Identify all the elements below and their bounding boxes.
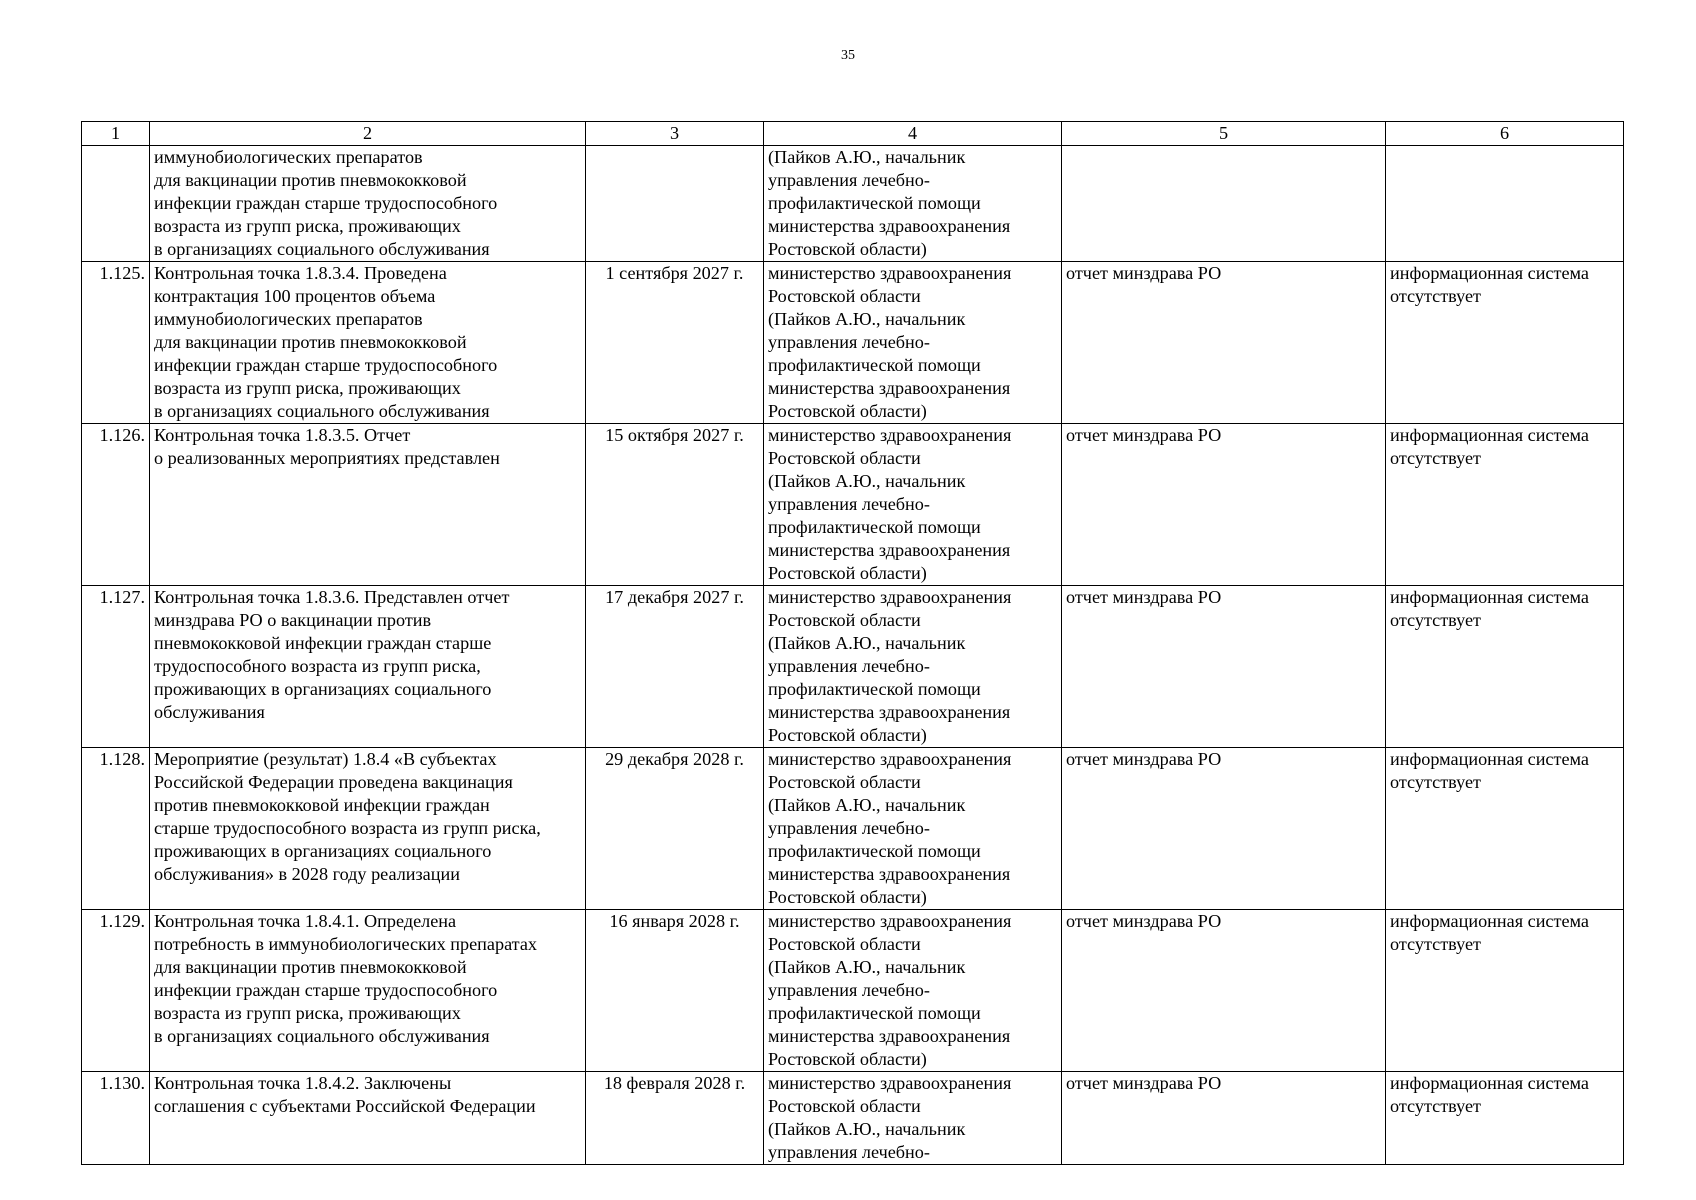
row-number: 1.126. [82, 424, 150, 586]
header-row [82, 122, 1624, 146]
header-col-4: 4 [764, 122, 1062, 146]
item-name: Контрольная точка 1.8.4.1. Определена потребность в иммунобиологических препаратах для вакцинации против пневмококковой инфекции граждан старше трудоспособного возраста из групп риска, проживающих в организациях социального обслуживания [150, 910, 586, 1072]
table-row [82, 146, 1624, 262]
document-type: отчет минздрава РО [1062, 1072, 1386, 1165]
table-row [82, 748, 1624, 910]
item-name: Контрольная точка 1.8.3.6. Представлен отчет минздрава РО о вакцинации против пневмококковой инфекции граждан старше трудоспособного возраста из групп риска, проживающих в организациях социального обслуживания [150, 586, 586, 748]
row-number: 1.127. [82, 586, 150, 748]
due-date: 16 января 2028 г. [586, 910, 764, 1072]
info-system: информационная система отсутствует [1386, 586, 1624, 748]
document-type [1062, 146, 1386, 262]
item-name: Контрольная точка 1.8.3.4. Проведена контрактация 100 процентов объема иммунобиологических препаратов для вакцинации против пневмококковой инфекции граждан старше трудоспособного возраста из групп риска, проживающих в организациях социального обслуживания [150, 262, 586, 424]
header-col-6: 6 [1386, 122, 1624, 146]
responsible: министерство здравоохранения Ростовской области (Пайков А.Ю., начальник управления лечебно- профилактической помощи министерства здравоохранения Ростовской области) [764, 262, 1062, 424]
table-row [82, 910, 1624, 1072]
item-name: Контрольная точка 1.8.3.5. Отчет о реализованных мероприятиях представлен [150, 424, 586, 586]
info-system [1386, 146, 1624, 262]
item-name: Мероприятие (результат) 1.8.4 «В субъектах Российской Федерации проведена вакцинация против пневмококковой инфекции граждан старше трудоспособного возраста из групп риска, проживающих в организациях социального обслуживания» в 2028 году реализации [150, 748, 586, 910]
info-system: информационная система отсутствует [1386, 910, 1624, 1072]
header-col-2: 2 [150, 122, 586, 146]
document-type: отчет минздрава РО [1062, 262, 1386, 424]
document-type: отчет минздрава РО [1062, 424, 1386, 586]
due-date [586, 146, 764, 262]
responsible: (Пайков А.Ю., начальник управления лечебно- профилактической помощи министерства здравоохранения Ростовской области) [764, 146, 1062, 262]
responsible: министерство здравоохранения Ростовской области (Пайков А.Ю., начальник управления лечебно- профилактической помощи министерства здравоохранения Ростовской области) [764, 910, 1062, 1072]
table-row [82, 586, 1624, 748]
row-number: 1.128. [82, 748, 150, 910]
due-date: 18 февраля 2028 г. [586, 1072, 764, 1165]
responsible: министерство здравоохранения Ростовской области (Пайков А.Ю., начальник управления лечебно- профилактической помощи министерства здравоохранения Ростовской области) [764, 586, 1062, 748]
table-row [82, 262, 1624, 424]
document-type: отчет минздрава РО [1062, 910, 1386, 1072]
row-number: 1.129. [82, 910, 150, 1072]
item-name: иммунобиологических препаратов для вакцинации против пневмококковой инфекции граждан старше трудоспособного возраста из групп риска, проживающих в организациях социального обслуживания [150, 146, 586, 262]
page-number: 35 [841, 48, 855, 63]
responsible: министерство здравоохранения Ростовской области (Пайков А.Ю., начальник управления лечебно- профилактической помощи министерства здравоохранения Ростовской области) [764, 424, 1062, 586]
header-col-1: 1 [82, 122, 150, 146]
row-number: 1.125. [82, 262, 150, 424]
info-system: информационная система отсутствует [1386, 748, 1624, 910]
info-system: информационная система отсутствует [1386, 262, 1624, 424]
row-number: 1.130. [82, 1072, 150, 1165]
document-type: отчет минздрава РО [1062, 748, 1386, 910]
row-number [82, 146, 150, 262]
plan-table [81, 121, 1624, 1165]
table-row [82, 1072, 1624, 1165]
document-type: отчет минздрава РО [1062, 586, 1386, 748]
responsible: министерство здравоохранения Ростовской области (Пайков А.Ю., начальник управления лечебно- [764, 1072, 1062, 1165]
item-name: Контрольная точка 1.8.4.2. Заключены соглашения с субъектами Российской Федерации [150, 1072, 586, 1165]
header-col-3: 3 [586, 122, 764, 146]
info-system: информационная система отсутствует [1386, 1072, 1624, 1165]
responsible: министерство здравоохранения Ростовской области (Пайков А.Ю., начальник управления лечебно- профилактической помощи министерства здравоохранения Ростовской области) [764, 748, 1062, 910]
info-system: информационная система отсутствует [1386, 424, 1624, 586]
table-row [82, 424, 1624, 586]
due-date: 1 сентября 2027 г. [586, 262, 764, 424]
due-date: 29 декабря 2028 г. [586, 748, 764, 910]
header-col-5: 5 [1062, 122, 1386, 146]
due-date: 15 октября 2027 г. [586, 424, 764, 586]
due-date: 17 декабря 2027 г. [586, 586, 764, 748]
